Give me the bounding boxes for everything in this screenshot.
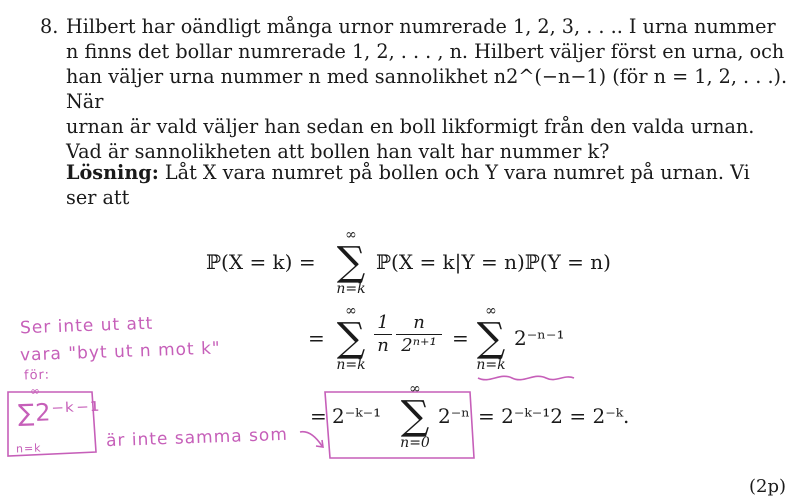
handwriting-line-3: för: <box>23 367 51 384</box>
eq2-sum2-lower: n=k <box>476 357 506 373</box>
eq2-sum <box>330 304 372 372</box>
eq1-sum-upper: ∞ <box>345 227 357 243</box>
eq3-sum <box>394 382 436 450</box>
handwriting-line-4: är inte samma som <box>105 424 289 452</box>
solution-text-1: Låt X vara numret på bollen och Y vara numret på urnan. Vi <box>164 161 750 184</box>
eq2-sum2-upper: ∞ <box>485 303 497 319</box>
eq2-frac1 <box>374 312 392 357</box>
eq2-sum-lower: n=k <box>336 357 366 373</box>
problem-number: 8. <box>40 15 59 38</box>
problem-line-2: n finns det bollar numrerade 1, 2, . . . , n. Hilbert väljer först en urna, och <box>66 40 785 63</box>
handwriting-boxed-lower: n=k <box>15 441 42 456</box>
problem-8 <box>40 14 790 164</box>
eq2-sum-2 <box>470 304 512 372</box>
eq3-equals: = <box>310 404 327 428</box>
solution <box>66 160 791 210</box>
eq2-equals: = <box>308 326 325 350</box>
eq2-sum-upper: ∞ <box>345 303 357 319</box>
eq2-equals-2: = <box>452 326 469 350</box>
eq3-start: 2⁻ᵏ⁻¹ <box>332 404 382 428</box>
frac2-numerator: n <box>396 312 442 335</box>
ink-squiggle <box>478 376 574 379</box>
eq3-end: = 2⁻ᵏ⁻¹2 = 2⁻ᵏ. <box>478 404 630 428</box>
problem-line-1: Hilbert har oändligt många urnor numrerade 1, 2, 3, . . .. I urna nummer <box>66 15 776 38</box>
handwriting-line-2: vara "byt ut n mot k" <box>19 338 222 366</box>
eq1-sum <box>330 228 372 296</box>
eq1-rhs: ℙ(X = k|Y = n)ℙ(Y = n) <box>376 250 611 274</box>
points-label: (2p) <box>748 476 786 497</box>
frac2-denominator: 2ⁿ⁺¹ <box>401 335 437 356</box>
eq1-lhs: ℙ(X = k) = <box>206 250 316 274</box>
eq3-sum-lower: n=0 <box>400 435 430 451</box>
sigma-icon: ∑ <box>476 315 506 361</box>
problem-text <box>66 14 790 164</box>
eq3-sum-upper: ∞ <box>409 381 421 397</box>
eq1-sum-lower: n=k <box>336 281 366 297</box>
sigma-icon: ∑ <box>400 393 430 439</box>
sigma-icon: ∑ <box>336 239 366 285</box>
frac1-denominator: n <box>377 335 389 356</box>
handwriting-line-1: Ser inte ut att <box>19 313 154 339</box>
handwriting-boxed-upper: ∞ <box>29 383 42 399</box>
ink-arrow <box>300 432 322 446</box>
eq2-frac2 <box>396 312 442 357</box>
sigma-icon: ∑ <box>336 315 366 361</box>
solution-label: Lösning: <box>66 161 159 184</box>
problem-line-5: Vad är sannolikheten att bollen han valt har nummer k? <box>66 140 610 163</box>
solution-text-2: ser att <box>66 186 130 209</box>
eq3-mid: 2⁻ⁿ <box>438 404 470 428</box>
frac1-numerator: 1 <box>374 312 392 335</box>
handwriting-boxed-sum: ∑2⁻ᵏ⁻¹ <box>17 396 102 428</box>
problem-line-3: han väljer urna nummer n med sannolikhet n2^(−n−1) (för n = 1, 2, . . .). När <box>66 65 788 113</box>
ink-arrow-head <box>316 440 323 447</box>
eq2-rhs: 2⁻ⁿ⁻¹ <box>514 326 565 350</box>
problem-line-4: urnan är vald väljer han sedan en boll likformigt från den valda urnan. <box>66 115 755 138</box>
